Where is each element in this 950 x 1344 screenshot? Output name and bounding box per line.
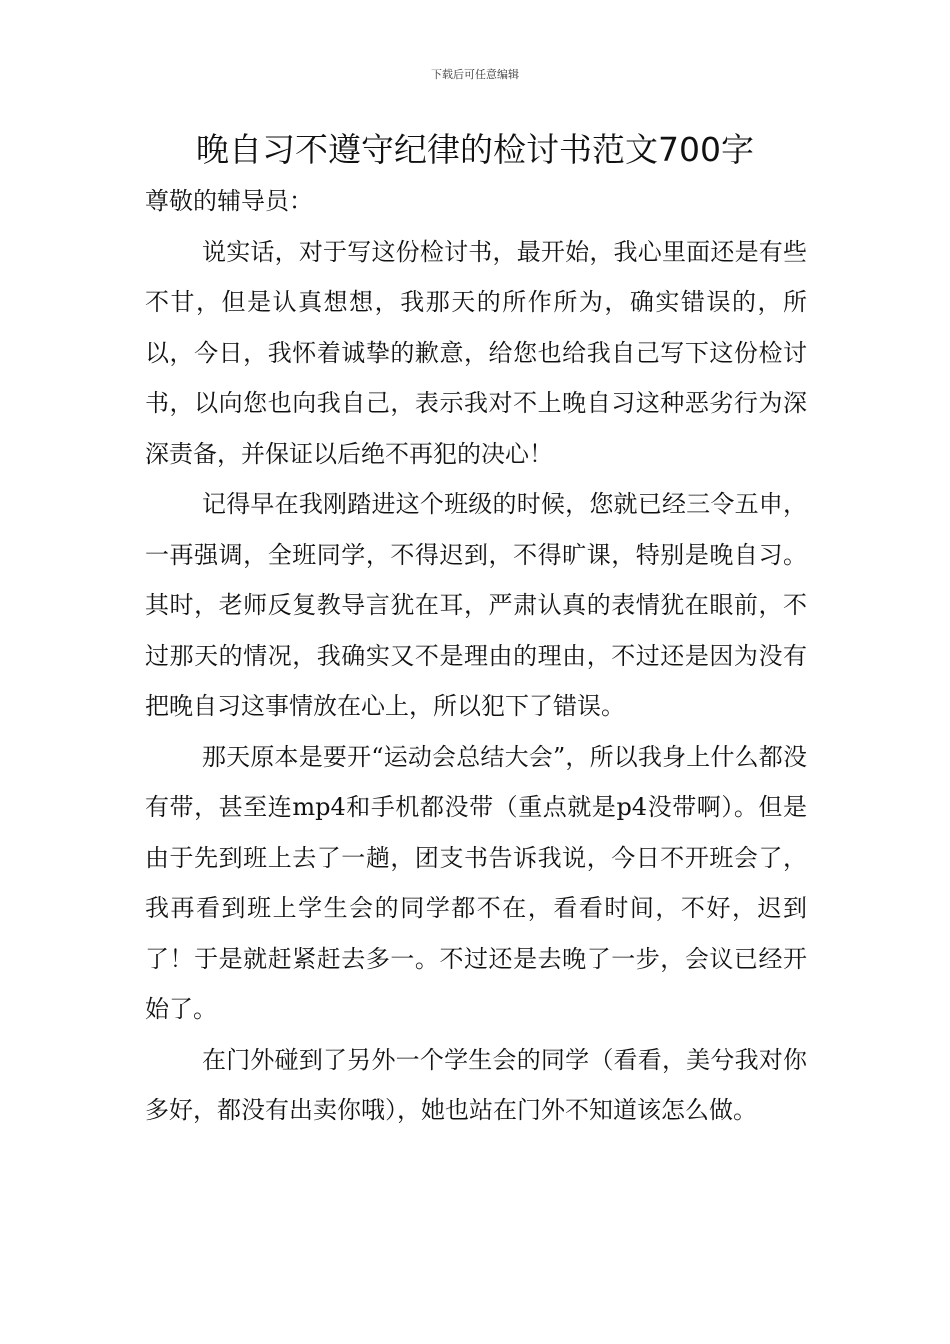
paragraph-4: 在门外碰到了另外一个学生会的同学（看看，美兮我对你多好，都没有出卖你哦），她也站在门外不知道该怎么做。 bbox=[145, 1045, 807, 1124]
document-title: 晚自习不遵守纪律的检讨书范文700字 bbox=[196, 130, 754, 169]
paragraph-3: 那天原本是要开“运动会总结大会”，所以我身上什么都没有带，甚至连mp4和手机都没带（重点就是p4没带啊）。但是由于先到班上去了一趟，团支书告诉我说，今日不开班会了，我再看到班上学生会的同学都不在，看看时间，不好，迟到了！于是就赶紧赶去多一。不过还是去晚了一步，会议已经开始了。 bbox=[145, 742, 807, 1023]
paragraph-2: 记得早在我刚踏进这个班级的时候，您就已经三令五申，一再强调，全班同学，不得迟到，不得旷课，特别是晚自习。其时，老师反复教导言犹在耳，严肃认真的表情犹在眼前，不过那天的情况，我确实又不是理由的理由，不过还是因为没有把晚自习这事情放在心上，所以犯下了错误。 bbox=[145, 490, 807, 720]
paragraph-1: 说实话，对于写这份检讨书，最开始，我心里面还是有些不甘，但是认真想想，我那天的所作所为，确实错误的，所以，今日，我怀着诚挚的歉意，给您也给我自己写下这份检讨书，以向您也向我自己，表示我对不上晚自习这种恶劣行为深深责备，并保证以后绝不再犯的决心！ bbox=[145, 237, 807, 468]
salutation: 尊敬的辅导员： bbox=[145, 187, 313, 215]
header-note: 下载后可任意编辑 bbox=[431, 68, 519, 81]
document-body bbox=[145, 176, 807, 1136]
